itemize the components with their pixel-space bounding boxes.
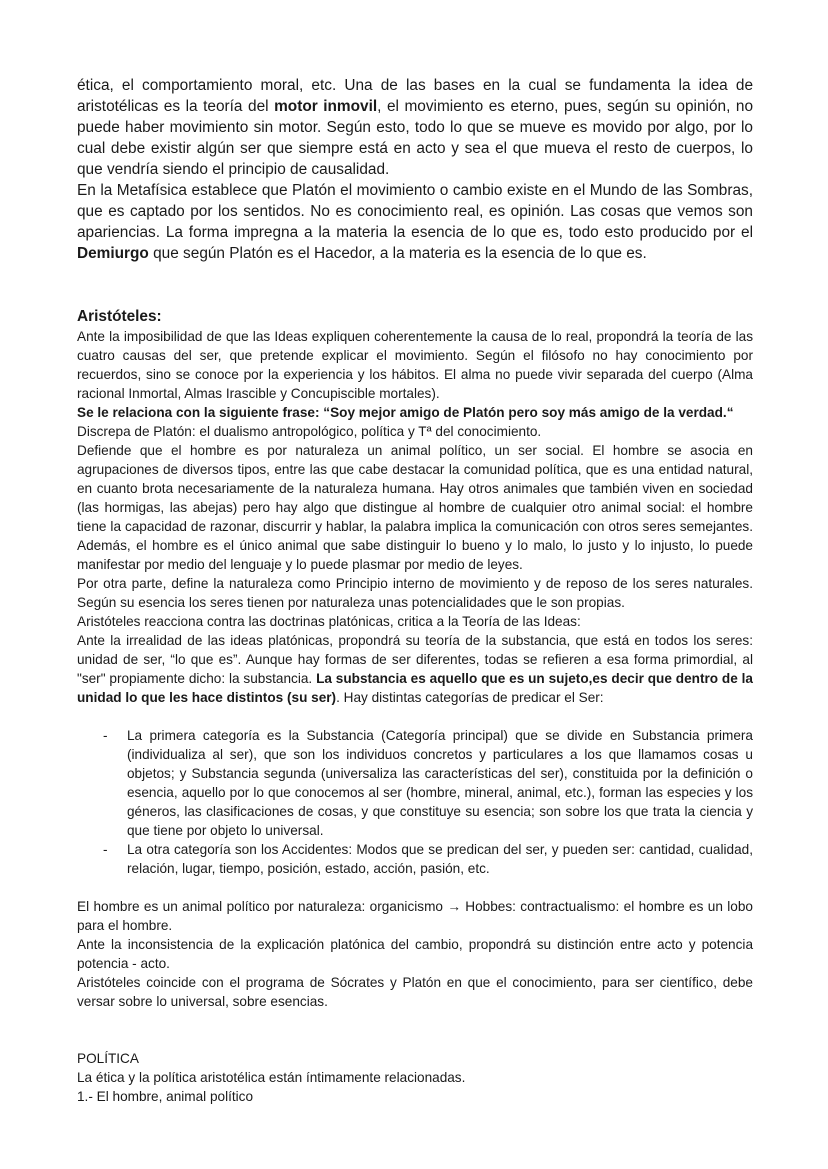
list-item [77, 726, 753, 840]
section-heading-politica: POLÍTICA [77, 1051, 139, 1066]
text-run: Aristóteles reacciona contra las doctrinas platónicas, critica a la Teoría de las Ideas: [77, 614, 581, 629]
list-item-text: La otra categoría son los Accidentes: Modos que se predican del ser, y pueden ser: cantidad, cualidad, relación, lugar, tiempo, posición, estado, acción, pasión, etc. [127, 842, 753, 876]
bold-text-run: La substancia es aquello que es un sujeto,es decir que dentro de la unidad lo que les hace distintos (su ser) [77, 671, 753, 705]
intro-paragraph-1 [77, 75, 753, 180]
text-run: que según Platón es el Hacedor, a la materia es la esencia de lo que es. [148, 245, 647, 262]
text-run: , el movimiento es eterno, pues, según su opinión, no puede haber movimiento sin motor. Según esto, todo lo que se mueve es movido por algo, por lo cual debe existir algún ser que siempre está en acto y sea el que mueva el resto de cuerpos, lo que vendría siendo el principio de causalidad. [77, 98, 753, 178]
politica-line-2: 1.- El hombre, animal político [77, 1089, 254, 1104]
text-run: Discrepa de Platón: el dualismo antropológico, política y Tª del conocimiento. [77, 424, 542, 439]
text-run: ética, el comportamiento moral, etc. Una de las bases en la cual se fundamenta la idea de aristotélicas es la teoría del [77, 77, 753, 115]
paragraph-frase-amigo [77, 403, 753, 422]
paragraph-naturaleza [77, 574, 753, 612]
text-run: En la Metafísica establece que Platón el movimiento o cambio existe en el Mundo de las Sombras, que es captado por los sentidos. No es conocimiento real, es opinión. Las cosas que vemos son apariencias. La forma impregna a la materia la esencia de lo que es, todo esto producido por el [77, 182, 753, 241]
dash-marker: - [103, 842, 108, 857]
text-run: Defiende que el hombre es por naturaleza un animal político, un ser social. El hombre se asocia en agrupaciones de diversos tipos, entre las que cabe destacar la comunidad política, que es una entidad natural, en cuanto brota necesariamente de la naturaleza humana. Hay otros animales que también viven en sociedad (las hormigas, las abejas) pero hay algo que distingue al hombre de cualquier otro animal social: el hombre tiene la capacidad de razonar, discurrir y hablar, la palabra implica la comunicación con otros seres semejantes. Además, el hombre es el único animal que sabe distinguir lo bueno y lo malo, lo justo y lo injusto, lo puede manifestar por medio del lenguaje y lo puede plasmar por medio de leyes. [77, 443, 753, 572]
paragraph-conocimiento-universal: Aristóteles coincide con el programa de Sócrates y Platón en que el conocimiento, para ser científico, debe versar sobre lo universal, sobre esencias. [77, 975, 753, 1009]
bold-text-run: Se le relaciona con la siguiente frase: “Soy mejor amigo de Platón pero soy más amigo de la verdad.“ [77, 405, 734, 420]
document-page [77, 75, 753, 1106]
paragraph-cuatro-causas [77, 327, 753, 403]
dash-marker: - [103, 728, 108, 743]
politica-line-1: La ética y la política aristotélica están íntimamente relacionadas. [77, 1070, 466, 1085]
intro-paragraph-2 [77, 180, 753, 264]
list-item-text: La primera categoría es la Substancia (Categoría principal) que se divide en Substancia primera (individualiza al ser), que son los individuos concretos y particulares a los que llamamos cosas u objetos; y Substancia segunda (universaliza las características del ser), constituida por la definición o esencia, aquello por lo que conocemos al ser (hombre, mineral, animal, etc.), forman las especies y los géneros, las clasificaciones de cosas, y que constituye su esencia; son sobre los que trata la ciencia y que tiene por objeto lo universal. [127, 728, 753, 838]
paragraph-substancia [77, 631, 753, 707]
text-run: Ante la irrealidad de las ideas platónicas, propondrá su teoría de la substancia, que está en todos los seres: unidad de ser, “lo que es”. Aunque hay formas de ser diferentes, todas se refieren a esa forma primordial, al "ser" propiamente dicho: la substancia. [77, 633, 753, 686]
bold-text-run: Demiurgo [77, 245, 149, 262]
text-run: Por otra parte, define la naturaleza como Principio interno de movimiento y de reposo de los seres naturales. Según su esencia los seres tienen por naturaleza unas potencialidades que le son propias. [77, 576, 753, 610]
list-item [77, 840, 753, 878]
paragraph-discrepa [77, 422, 753, 441]
text-run: Ante la imposibilidad de que las Ideas expliquen coherentemente la causa de lo real, propondrá la teoría de las cuatro causas del ser, que pretende explicar el movimiento. Según el filósofo no hay conocimiento por recuerdos, sino se conoce por la experiencia y los hábitos. El alma no puede vivir separada del cuerpo (Alma racional Inmortal, Almas Irascible y Concupiscible mortales). [77, 329, 753, 401]
text-run: . Hay distintas categorías de predicar el Ser: [336, 690, 604, 705]
section-heading-aristoteles: Aristóteles: [77, 308, 162, 325]
paragraph-organicismo: El hombre es un animal político por naturaleza: organicismo → Hobbes: contractualismo: el hombre es un lobo para el hombre. [77, 899, 753, 933]
bold-text-run: motor inmovil [274, 98, 378, 115]
paragraph-animal-politico [77, 441, 753, 574]
paragraph-acto-potencia: Ante la inconsistencia de la explicación platónica del cambio, propondrá su distinción entre acto y potencia potencia - acto. [77, 937, 753, 971]
categories-list [77, 726, 753, 878]
paragraph-reacciona [77, 612, 753, 631]
